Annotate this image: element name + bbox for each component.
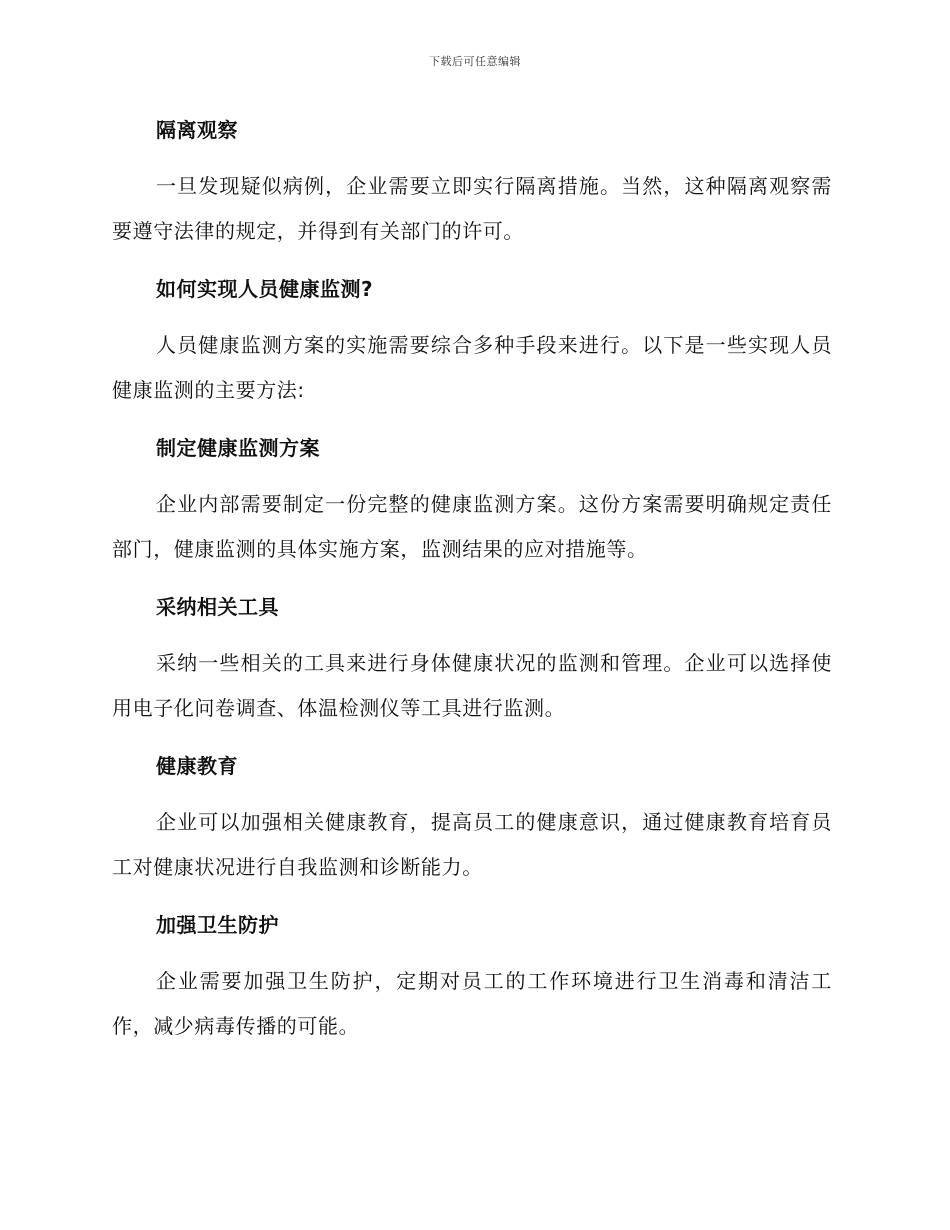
section-tools: [112, 587, 832, 731]
section-hygiene-protection: [112, 905, 832, 1049]
section-heading: 加强卫生防护: [156, 913, 279, 937]
section-monitoring-plan: [112, 428, 832, 572]
section-isolation: [112, 110, 832, 254]
section-paragraph: 企业内部需要制定一份完整的健康监测方案。这份方案需要明确规定责任部门，健康监测的具体实施方案，监测结果的应对措施等。: [112, 492, 832, 561]
header-note: 下载后可任意编辑: [429, 55, 521, 68]
section-health-education: [112, 746, 832, 890]
section-paragraph: 采纳一些相关的工具来进行身体健康状况的监测和管理。企业可以选择使用电子化问卷调查、体温检测仪等工具进行监测。: [112, 651, 832, 720]
section-paragraph: 人员健康监测方案的实施需要综合多种手段来进行。以下是一些实现人员健康监测的主要方法:: [112, 333, 832, 402]
section-paragraph: 一旦发现疑似病例，企业需要立即实行隔离措施。当然，这种隔离观察需要遵守法律的规定，并得到有关部门的许可。: [112, 174, 832, 243]
section-heading: 如何实现人员健康监测?: [156, 277, 374, 301]
section-heading: 采纳相关工具: [156, 595, 279, 619]
section-paragraph: 企业需要加强卫生防护，定期对员工的工作环境进行卫生消毒和清洁工作，减少病毒传播的可能。: [112, 969, 832, 1038]
section-heading: 健康教育: [156, 754, 238, 778]
section-heading: 制定健康监测方案: [156, 436, 320, 460]
section-how-to-monitor: [112, 269, 832, 413]
section-heading: 隔离观察: [156, 118, 238, 142]
document-body: [112, 110, 832, 1064]
section-paragraph: 企业可以加强相关健康教育，提高员工的健康意识，通过健康教育培育员工对健康状况进行自我监测和诊断能力。: [112, 810, 832, 879]
